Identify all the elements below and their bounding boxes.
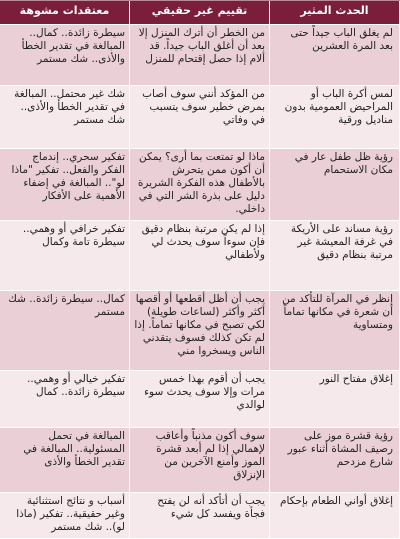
row-8-evaluation: يجب أن أتأكد أنه لن يفتح فجأة ويفسد كل شيء bbox=[130, 493, 270, 539]
row-1-evaluation: من الخطر أن أترك المنزل إلا بعد أن أغلق الباب جيداً. قد ألام إذا حصل إقتحام للمنزل bbox=[130, 25, 270, 86]
row-3-evaluation: ماذا لو تمتعت بما أرى؟ يمكن أن أكون ممن يتحرش بالأطفال هذه الفكرة الشريرة دليل على بذرة الشر التي في داخلي. bbox=[130, 149, 270, 221]
header-beliefs: معتقدات مشوهة bbox=[0, 1, 130, 25]
row-5-evaluation: يجب أن أظل أقطعها أو أقصها أكثر وأكثر (لساعات طويلة) لكي تصبح في مكانها تماماً. إذا لم تكن كذلك فسوف يتقدني الناس ويسخروا مني bbox=[130, 291, 270, 371]
row-7-evaluation: سوف أكون مذنباً وأعاقب لإهمالي إذا لم أبعد قشرة الموز وأمنع الآخرين من الإنزلاق bbox=[130, 428, 270, 493]
row-5-beliefs: كمال.. سيطرة زائدة.. شك مستمر bbox=[0, 291, 130, 371]
row-7-beliefs: المبالغة في تحمل المسئولية.. المبالغة في تقدير الخطأ والأذى bbox=[0, 428, 130, 493]
row-2-evaluation: من المؤكد أنني سوف أصاب بمرض خطير سوف يتسبب في وفاتي bbox=[130, 86, 270, 149]
row-7-event: رؤية قشرة موز على رصيف المشاة أثناء عبور شارع مزدحم bbox=[270, 428, 400, 493]
row-4-event: رؤية مساند على الأريكة في غرفة المعيشة غير مرتبة بنظام دقيق bbox=[270, 221, 400, 291]
row-6-beliefs: تفكير خيالي أو وهمي.. سيطرة زائدة.. كمال bbox=[0, 371, 130, 428]
row-3-beliefs: تفكير سحري.. إندماج الفكر والفعل.. تفكير "ماذا لو".. المبالغة في إضفاء الأهمية على الأفكار bbox=[0, 149, 130, 221]
row-4-evaluation: إذا لم يكن مرتبة بنظام دقيق فإن سوءاً سوف يحدث لي ولأطفالي bbox=[130, 221, 270, 291]
row-8-beliefs: أسباب و نتائج استثنائية وغير حقيقية.. تفكير (ماذا لو).. شك مستمر bbox=[0, 493, 130, 539]
row-6-event: إغلاق مفتاح النور bbox=[270, 371, 400, 428]
row-1-event: لم يغلق الباب جيداً حتى بعد المرة العشرين bbox=[270, 25, 400, 86]
row-2-beliefs: شك غير محتمل.. المبالغة في تقدير الخطأ والأذى.. شك مستمر bbox=[0, 86, 130, 149]
row-4-beliefs: تفكير خرافي أو وهمي.. سيطرة تامة وكمال bbox=[0, 221, 130, 291]
row-2-event: لمس أكرة الباب أو المراحيض العمومية بدون مناديل ورقية bbox=[270, 86, 400, 149]
row-8-event: إغلاق أواني الطعام بإحكام bbox=[270, 493, 400, 539]
header-event: الحدث المثير bbox=[270, 1, 400, 25]
row-6-evaluation: يجب أن أقوم بهذا خمس مرات وإلا سوف يحدث سوء لوالدي bbox=[130, 371, 270, 428]
row-3-event: رؤية ظل طفل عار في مكان الاستحمام bbox=[270, 149, 400, 221]
row-1-beliefs: سيطرة زائدة.. كمال.. المبالغة في تقدير الخطأ والأذى.. شك مستمر bbox=[0, 25, 130, 86]
header-evaluation: تقييم غير حقيقي bbox=[130, 1, 270, 25]
row-5-event: إنظر في المرآة للتأكد من أن شعرة في مكانها تماماً ومتساوية bbox=[270, 291, 400, 371]
